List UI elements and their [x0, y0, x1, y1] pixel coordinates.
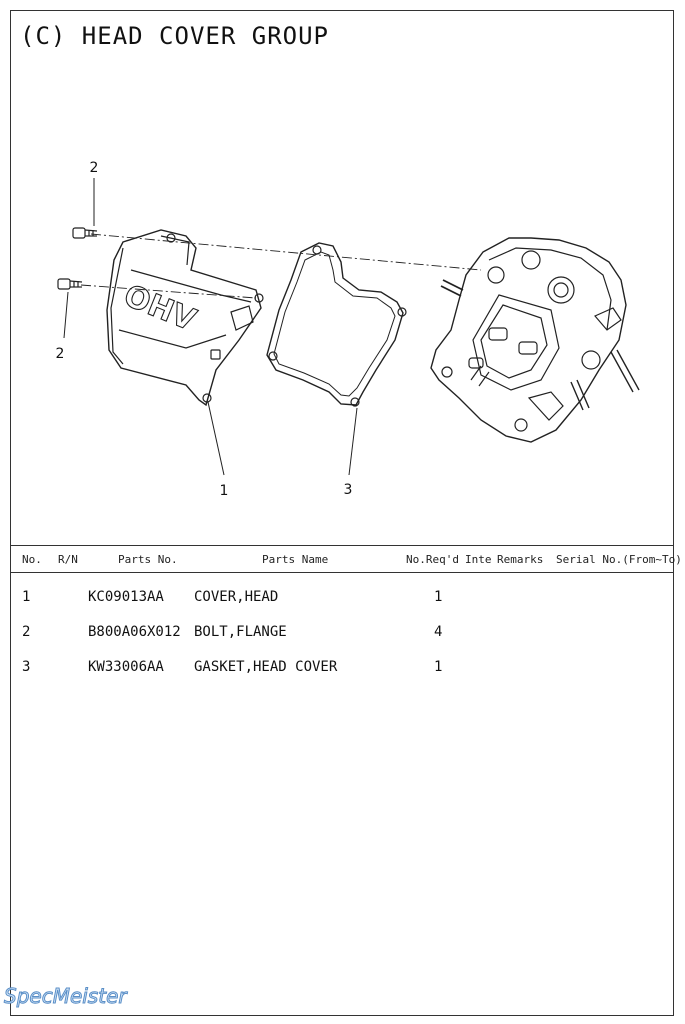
table-header-rule — [11, 572, 673, 573]
callout-3: 3 — [343, 482, 353, 498]
callout-2-upper: 2 — [89, 160, 99, 176]
row-parts-name: COVER,HEAD — [194, 589, 279, 605]
header-inte: Inte — [465, 553, 492, 566]
row-parts-no: KW33006AA — [88, 659, 164, 675]
bolt-lower — [58, 279, 82, 289]
exploded-parts-diagram — [11, 130, 673, 545]
embossed-ohv-text: OHV — [118, 278, 201, 339]
row-req: 4 — [434, 624, 443, 640]
header-parts-no: Parts No. — [118, 553, 178, 566]
row-parts-name: GASKET,HEAD COVER — [194, 659, 338, 675]
row-parts-no: KC09013AA — [88, 589, 164, 605]
row-no: 1 — [22, 589, 31, 605]
head-cover-part — [107, 230, 263, 405]
row-parts-name: BOLT,FLANGE — [194, 624, 287, 640]
header-no: No. — [22, 553, 42, 566]
row-req: 1 — [434, 589, 443, 605]
bolt-upper — [73, 228, 97, 238]
callout-2-lower: 2 — [55, 346, 65, 362]
header-remarks: Remarks — [497, 553, 544, 566]
cylinder-head-part — [431, 238, 639, 442]
table-top-rule — [11, 545, 673, 546]
row-parts-no: B800A06X012 — [88, 624, 181, 640]
page-title: (C) HEAD COVER GROUP — [20, 22, 329, 50]
row-req: 1 — [434, 659, 443, 675]
row-no: 2 — [22, 624, 31, 640]
callout-1: 1 — [219, 483, 229, 499]
gasket-part — [267, 243, 406, 406]
row-no: 3 — [22, 659, 31, 675]
header-req: No.Req'd — [406, 553, 459, 566]
header-parts-name: Parts Name — [262, 553, 329, 566]
header-serial: Serial No.(From~To) — [556, 553, 682, 566]
header-rn: R/N — [58, 553, 78, 566]
watermark-logo: SpecMeister — [4, 984, 127, 1008]
